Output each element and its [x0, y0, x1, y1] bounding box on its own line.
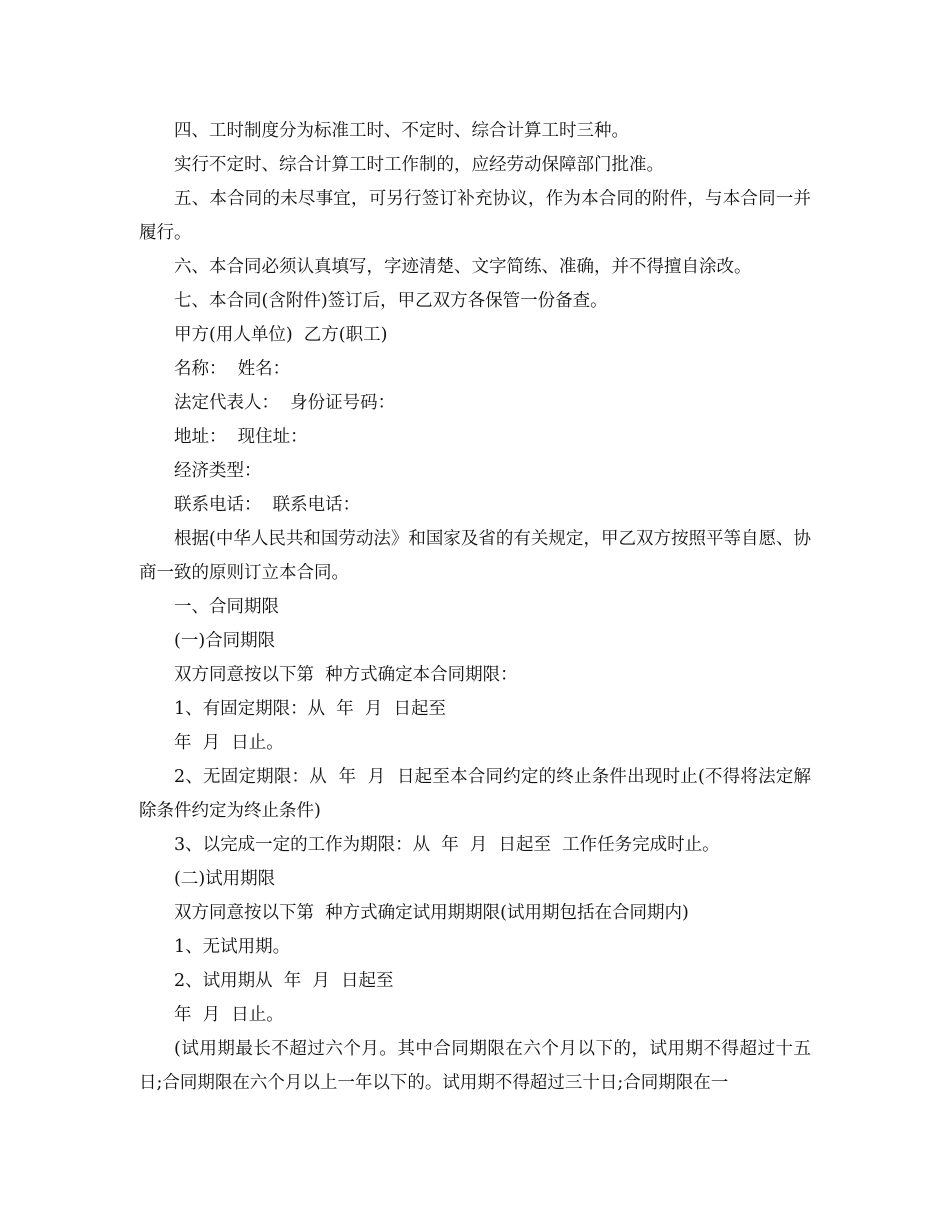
paragraph-probation-start: 2、试用期从 年 月 日起至	[174, 971, 394, 991]
paragraph-probation-limits: (试用期最长不超过六个月。其中合同期限在六个月以下的，试用期不得超过十五日;合同期限在六个月以上一年以下的。试用期不得超过三十日;合同期限在一	[139, 1039, 811, 1093]
paragraph-fixed-term-end: 年 月 日止。	[174, 733, 284, 753]
paragraph-legal-basis: 根据(中华人民共和国劳动法》和国家及省的有关规定，甲乙双方按照平等自愿、协商一致的原则订立本合同。	[139, 529, 811, 583]
paragraph-no-probation: 1、无试用期。	[174, 937, 291, 957]
paragraph-term-method: 双方同意按以下第 种方式确定本合同期限：	[174, 665, 518, 685]
paragraph-copies: 七、本合同(含附件)签订后，甲乙双方各保管一份备查。	[174, 291, 608, 311]
paragraph-address-field: 地址： 现住址：	[174, 427, 308, 447]
paragraph-name-field: 名称： 姓名：	[174, 359, 291, 379]
subsection-heading-probation: (二)试用期限	[174, 869, 276, 889]
document-body	[139, 114, 811, 1100]
paragraph-economic-type-field: 经济类型：	[174, 461, 262, 481]
paragraph-work-hours-system: 四、工时制度分为标准工时、不定时、综合计算工时三种。	[174, 121, 629, 141]
paragraph-work-hours-approval: 实行不定时、综合计算工时工作制的，应经劳动保障部门批准。	[174, 155, 664, 175]
paragraph-probation-method: 双方同意按以下第 种方式确定试用期期限(试用期包括在合同期内)	[174, 903, 689, 923]
paragraph-fixed-term: 1、有固定期限：从 年 月 日起至	[174, 699, 447, 719]
paragraph-supplementary-agreement: 五、本合同的未尽事宜，可另行签订补充协议，作为本合同的附件，与本合同一并履行。	[139, 189, 811, 243]
paragraph-probation-end: 年 月 日止。	[174, 1005, 284, 1025]
paragraph-representative-field: 法定代表人： 身份证号码：	[174, 393, 396, 413]
subsection-heading-contract-term: (一)合同期限	[174, 631, 276, 651]
paragraph-phone-field: 联系电话： 联系电话：	[174, 495, 361, 515]
paragraph-open-term: 2、无固定期限：从 年 月 日起至本合同约定的终止条件出现时止(不得将法定解除条件约定为终止条件)	[139, 767, 811, 821]
paragraph-task-term: 3、以完成一定的工作为期限：从 年 月 日起至 工作任务完成时止。	[174, 835, 720, 855]
paragraph-parties: 甲方(用人单位) 乙方(职工)	[174, 325, 388, 345]
section-heading-contract-term: 一、合同期限	[174, 597, 279, 617]
paragraph-fill-carefully: 六、本合同必须认真填写，字迹清楚、文字简练、准确，并不得擅自涂改。	[174, 257, 752, 277]
